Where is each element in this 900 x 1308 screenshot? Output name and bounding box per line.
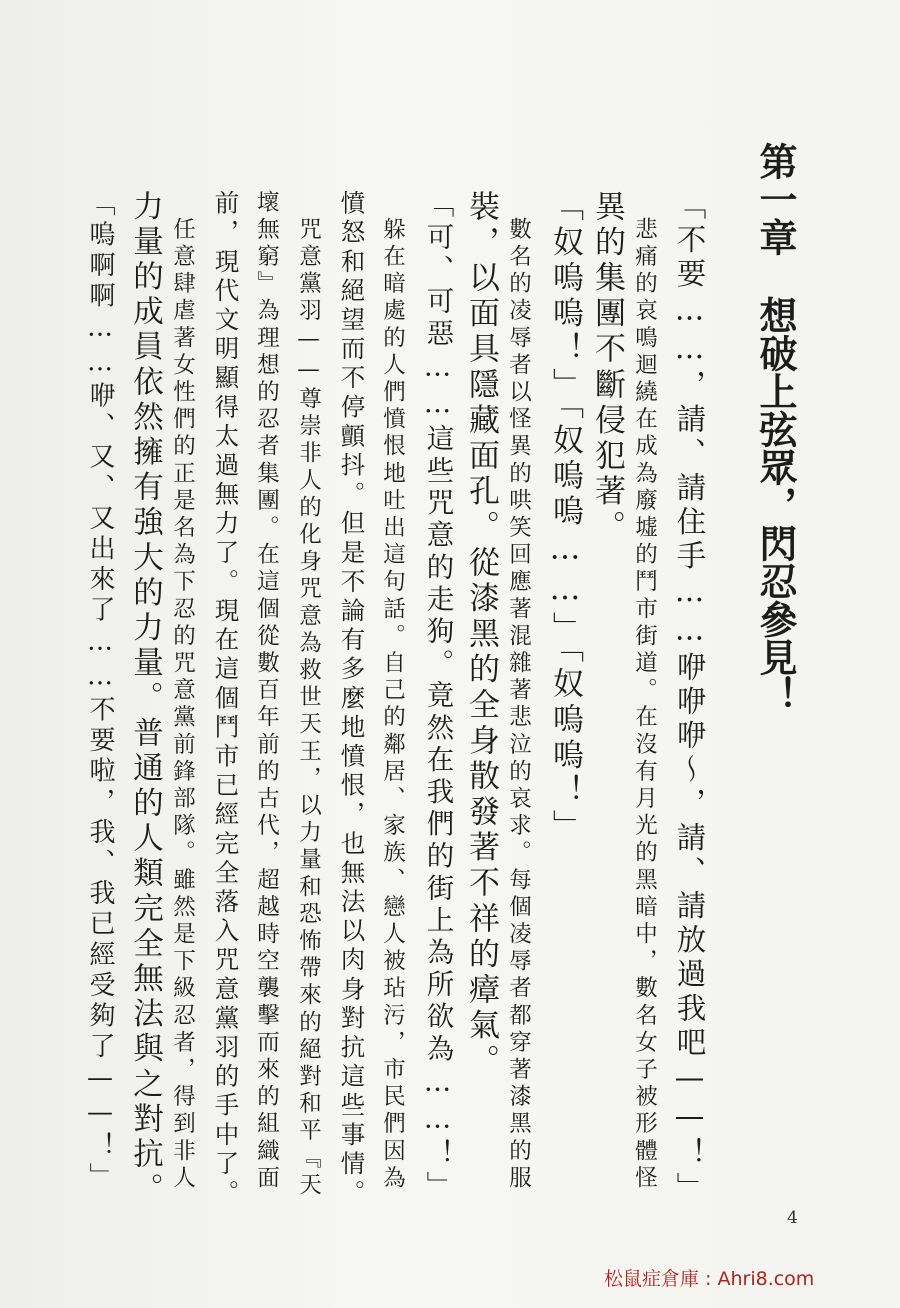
text-column: 數名的凌辱者以怪異的哄笑回應著混雜著悲泣的哀求。每個凌辱者都穿著漆黑的服 [505,190,532,1193]
text-column: 「嗚啊啊……咿、又、又出來了……不要啦，我、我已經受夠了——！」 [85,190,115,1194]
text-column: 躲在暗處的人們憤恨地吐出這句話。自己的鄰居、家族、戀人被玷污，市民們因為 [379,190,406,1193]
text-column: 「不要……，請、請住手……咿咿咿～，請、請放過我吧——！」 [672,190,707,1206]
text-column: 憤怒和絕望而不停顫抖。但是不論有多麼地憤恨，也無法以肉身對抗這些事情。 [337,190,367,1209]
chapter-number: 第一章 [753,142,798,256]
text-column: 裝，以面具隱藏面孔。從漆黑的全身散發著不祥的瘴氣。 [463,190,499,1080]
text-column: 異的集團不斷侵犯著。 [589,190,625,546]
text-column: 力量的成員依然擁有強大的力量。普通的人類完全無法與之對抗。 [127,190,163,1208]
page-number: 4 [787,1208,798,1228]
text-column: 「可、可惡……這些咒意的走狗。竟然在我們的街上為所欲為……！」 [421,190,454,1204]
text-column: 壞無窮』為理想的忍者集團。在這個從數百年前的古代，超越時空襲擊而來的組織面 [253,190,280,1193]
watermark-text: 松鼠症倉庫 : Ahri8.com [604,1268,815,1290]
text-column: 「奴嗚嗚！」「奴嗚嗚……」「奴嗚嗚！」 [547,190,583,846]
text-column: 悲痛的哀鳴迴繞在成為廢墟的鬥市街道。在沒有月光的黑暗中，數名女子被形體怪 [631,190,658,1193]
text-column: 任意肆虐著女性們的正是名為下忍的咒意黨前鋒部隊。雖然是下級忍者，得到非人 [169,190,196,1193]
chapter-heading [753,142,798,714]
text-column: 咒意黨羽——尊崇非人的化身咒意為救世天王，以力量和恐怖帶來的絕對和平『天 [295,190,322,1200]
text-column: 前，現代文明顯得太過無力了。現在這個鬥市已經完全落入咒意黨羽的手中了。 [211,190,241,1209]
chapter-title: 想破上弦眾，閃忍參見！ [753,296,798,714]
